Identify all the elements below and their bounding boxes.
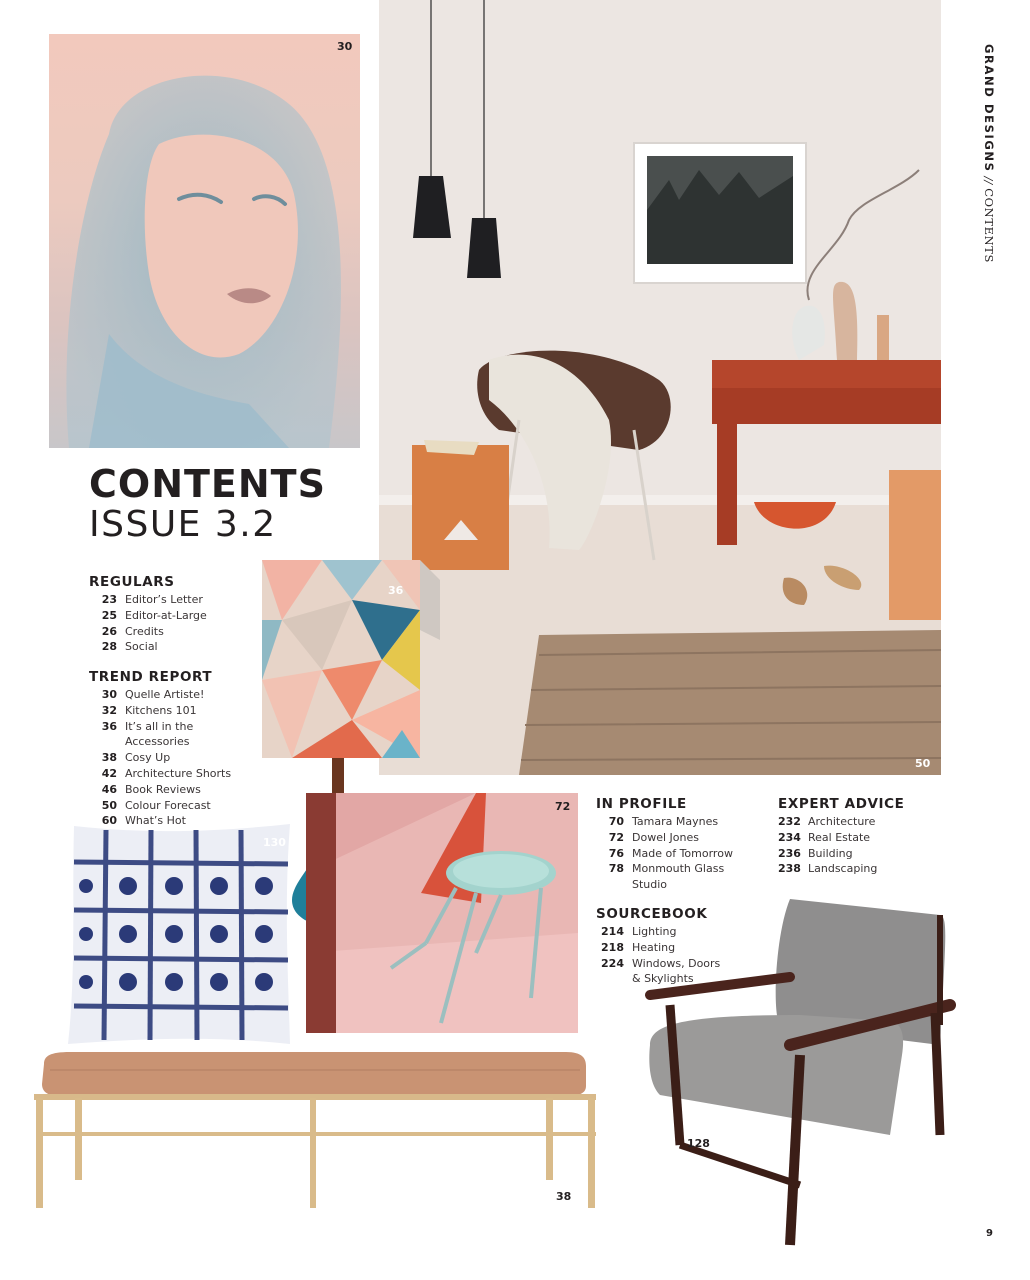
- portrait-illustration: [49, 34, 360, 448]
- toc-entry-title: Social: [125, 640, 158, 654]
- shibori-cushion-photo: [66, 822, 294, 1046]
- toc-entry-title: Studio: [632, 878, 668, 892]
- toc-entry-title: Editor’s Letter: [125, 593, 203, 606]
- toc-section-sourcebook: [596, 906, 720, 987]
- cushion-page-number: 130: [263, 836, 286, 849]
- toc-entry[interactable]: [89, 624, 207, 640]
- toc-page-number: 224: [601, 956, 624, 970]
- room-page-number: 50: [915, 757, 931, 770]
- toc-entry[interactable]: [778, 861, 905, 877]
- toc-entry-title: Architecture: [808, 815, 876, 828]
- toc-entry[interactable]: [89, 719, 231, 735]
- toc-entry[interactable]: [89, 608, 207, 624]
- toc-section-trend-report: [89, 669, 231, 829]
- toc-section-expert-advice: [778, 796, 905, 877]
- toc-entry[interactable]: [596, 846, 733, 862]
- toc-page-number: 46: [101, 782, 117, 796]
- toc-page-number: 78: [608, 862, 624, 876]
- toc-page-number: [596, 877, 624, 893]
- toc-page-number: [89, 734, 117, 750]
- toc-page-number: 214: [601, 925, 624, 938]
- toc-page-number: 32: [101, 703, 117, 717]
- toc-page-number: 72: [608, 830, 624, 844]
- armchair-page-number: 128: [687, 1137, 710, 1150]
- toc-entry[interactable]: [778, 830, 905, 846]
- toc-entry[interactable]: [596, 861, 733, 877]
- toc-entry-title: Credits: [125, 624, 164, 638]
- toc-entry-title: Architecture Shorts: [125, 766, 232, 780]
- toc-entry-title: Real Estate: [808, 830, 871, 844]
- toc-list-trend-report: [89, 687, 231, 829]
- side-table-photo: [306, 793, 578, 1033]
- side-table-illustration: [306, 793, 578, 1033]
- toc-page-number: 38: [101, 751, 117, 765]
- toc-entry[interactable]: [596, 956, 720, 972]
- toc-page-number: 234: [778, 830, 801, 844]
- toc-entry[interactable]: [596, 830, 733, 846]
- running-head: [974, 44, 996, 264]
- portrait-photo: [49, 34, 360, 448]
- toc-entry[interactable]: [596, 814, 733, 830]
- toc-page-number: 25: [101, 608, 117, 622]
- page-title: CONTENTS: [89, 462, 326, 506]
- section-heading-in-profile: IN PROFILE: [596, 796, 687, 812]
- toc-page-number: 70: [608, 815, 624, 828]
- toc-entry[interactable]: [89, 703, 231, 719]
- toc-page-number: 23: [101, 593, 117, 606]
- toc-page-number: 30: [101, 688, 117, 701]
- running-head-section: CONTENTS: [982, 188, 996, 264]
- toc-entry-title: Dowel Jones: [632, 830, 699, 844]
- toc-list-regulars: [89, 592, 207, 655]
- toc-entry-title: Monmouth Glass: [632, 862, 725, 876]
- leather-bench-illustration: [30, 1050, 600, 1212]
- section-heading-regulars: REGULARS: [89, 574, 175, 590]
- leather-bench-photo: [30, 1050, 600, 1212]
- toc-entry-title: Book Reviews: [125, 782, 201, 796]
- shibori-cushion-illustration: [66, 822, 294, 1046]
- room-scene-illustration: [379, 0, 941, 775]
- toc-section-in-profile: [596, 796, 733, 893]
- toc-entry-title: Editor-at-Large: [125, 608, 207, 622]
- toc-entry[interactable]: [89, 782, 231, 798]
- toc-list-sourcebook: [596, 924, 720, 987]
- portrait-page-number: 30: [337, 40, 353, 53]
- toc-page-number: 76: [608, 846, 624, 860]
- lamp-page-number: 36: [388, 584, 404, 597]
- section-heading-trend-report: TREND REPORT: [89, 669, 213, 685]
- toc-entry[interactable]: [89, 813, 231, 829]
- magazine-name: GRAND DESIGNS: [982, 44, 996, 173]
- toc-entry[interactable]: [778, 846, 905, 862]
- toc-entry-title: Lighting: [632, 925, 677, 938]
- toc-page-number: 42: [101, 766, 117, 780]
- toc-entry-title: Tamara Maynes: [632, 815, 719, 828]
- toc-entry[interactable]: [596, 924, 720, 940]
- toc-entry-continued[interactable]: [89, 734, 231, 750]
- toc-page-number: 232: [778, 815, 801, 828]
- section-heading-expert-advice: EXPERT ADVICE: [778, 796, 905, 812]
- section-heading-sourcebook: SOURCEBOOK: [596, 906, 708, 922]
- toc-page-number: 26: [101, 624, 117, 638]
- toc-entry-title: What’s Hot: [125, 814, 186, 828]
- toc-entry[interactable]: [89, 639, 207, 655]
- toc-entry-title: Heating: [632, 940, 676, 954]
- toc-page-number: 50: [101, 798, 117, 812]
- toc-entry-title: & Skylights: [632, 972, 694, 986]
- toc-page-number: 36: [101, 719, 117, 733]
- toc-entry[interactable]: [89, 766, 231, 782]
- toc-entry[interactable]: [596, 940, 720, 956]
- toc-entry[interactable]: [778, 814, 905, 830]
- toc-page-number: 60: [101, 814, 117, 828]
- side-table-page-number: 72: [555, 800, 571, 813]
- issue-number: ISSUE 3.2: [89, 504, 277, 545]
- toc-entry-title: Landscaping: [808, 862, 878, 876]
- toc-entry[interactable]: [89, 592, 207, 608]
- toc-entry-title: Building: [808, 846, 853, 860]
- toc-page-number: 238: [778, 862, 801, 876]
- toc-entry-title: Made of Tomorrow: [632, 846, 733, 860]
- toc-entry-title: Accessories: [125, 735, 190, 749]
- toc-page-number: 218: [601, 940, 624, 954]
- toc-entry[interactable]: [89, 798, 231, 814]
- toc-section-regulars: [89, 574, 207, 655]
- toc-entry-title: Colour Forecast: [125, 798, 211, 812]
- toc-page-number: 28: [101, 640, 117, 654]
- toc-entry-title: Windows, Doors: [632, 956, 721, 970]
- bench-page-number: 38: [556, 1190, 572, 1203]
- toc-entry-continued[interactable]: [596, 971, 720, 987]
- toc-entry[interactable]: [89, 750, 231, 766]
- folio-page-number: 9: [986, 1228, 993, 1239]
- toc-page-number: 236: [778, 846, 801, 860]
- toc-list-expert-advice: [778, 814, 905, 877]
- room-scene-photo: [379, 0, 941, 775]
- toc-list-in-profile: [596, 814, 733, 893]
- toc-entry-continued[interactable]: [596, 877, 733, 893]
- toc-entry-title: It’s all in the: [125, 719, 194, 733]
- toc-entry-title: Kitchens 101: [125, 703, 197, 717]
- running-head-separator: //: [982, 176, 996, 185]
- toc-entry[interactable]: [89, 687, 231, 703]
- toc-page-number: [596, 971, 624, 987]
- toc-entry-title: Quelle Artiste!: [125, 688, 205, 701]
- toc-entry-title: Cosy Up: [125, 751, 171, 765]
